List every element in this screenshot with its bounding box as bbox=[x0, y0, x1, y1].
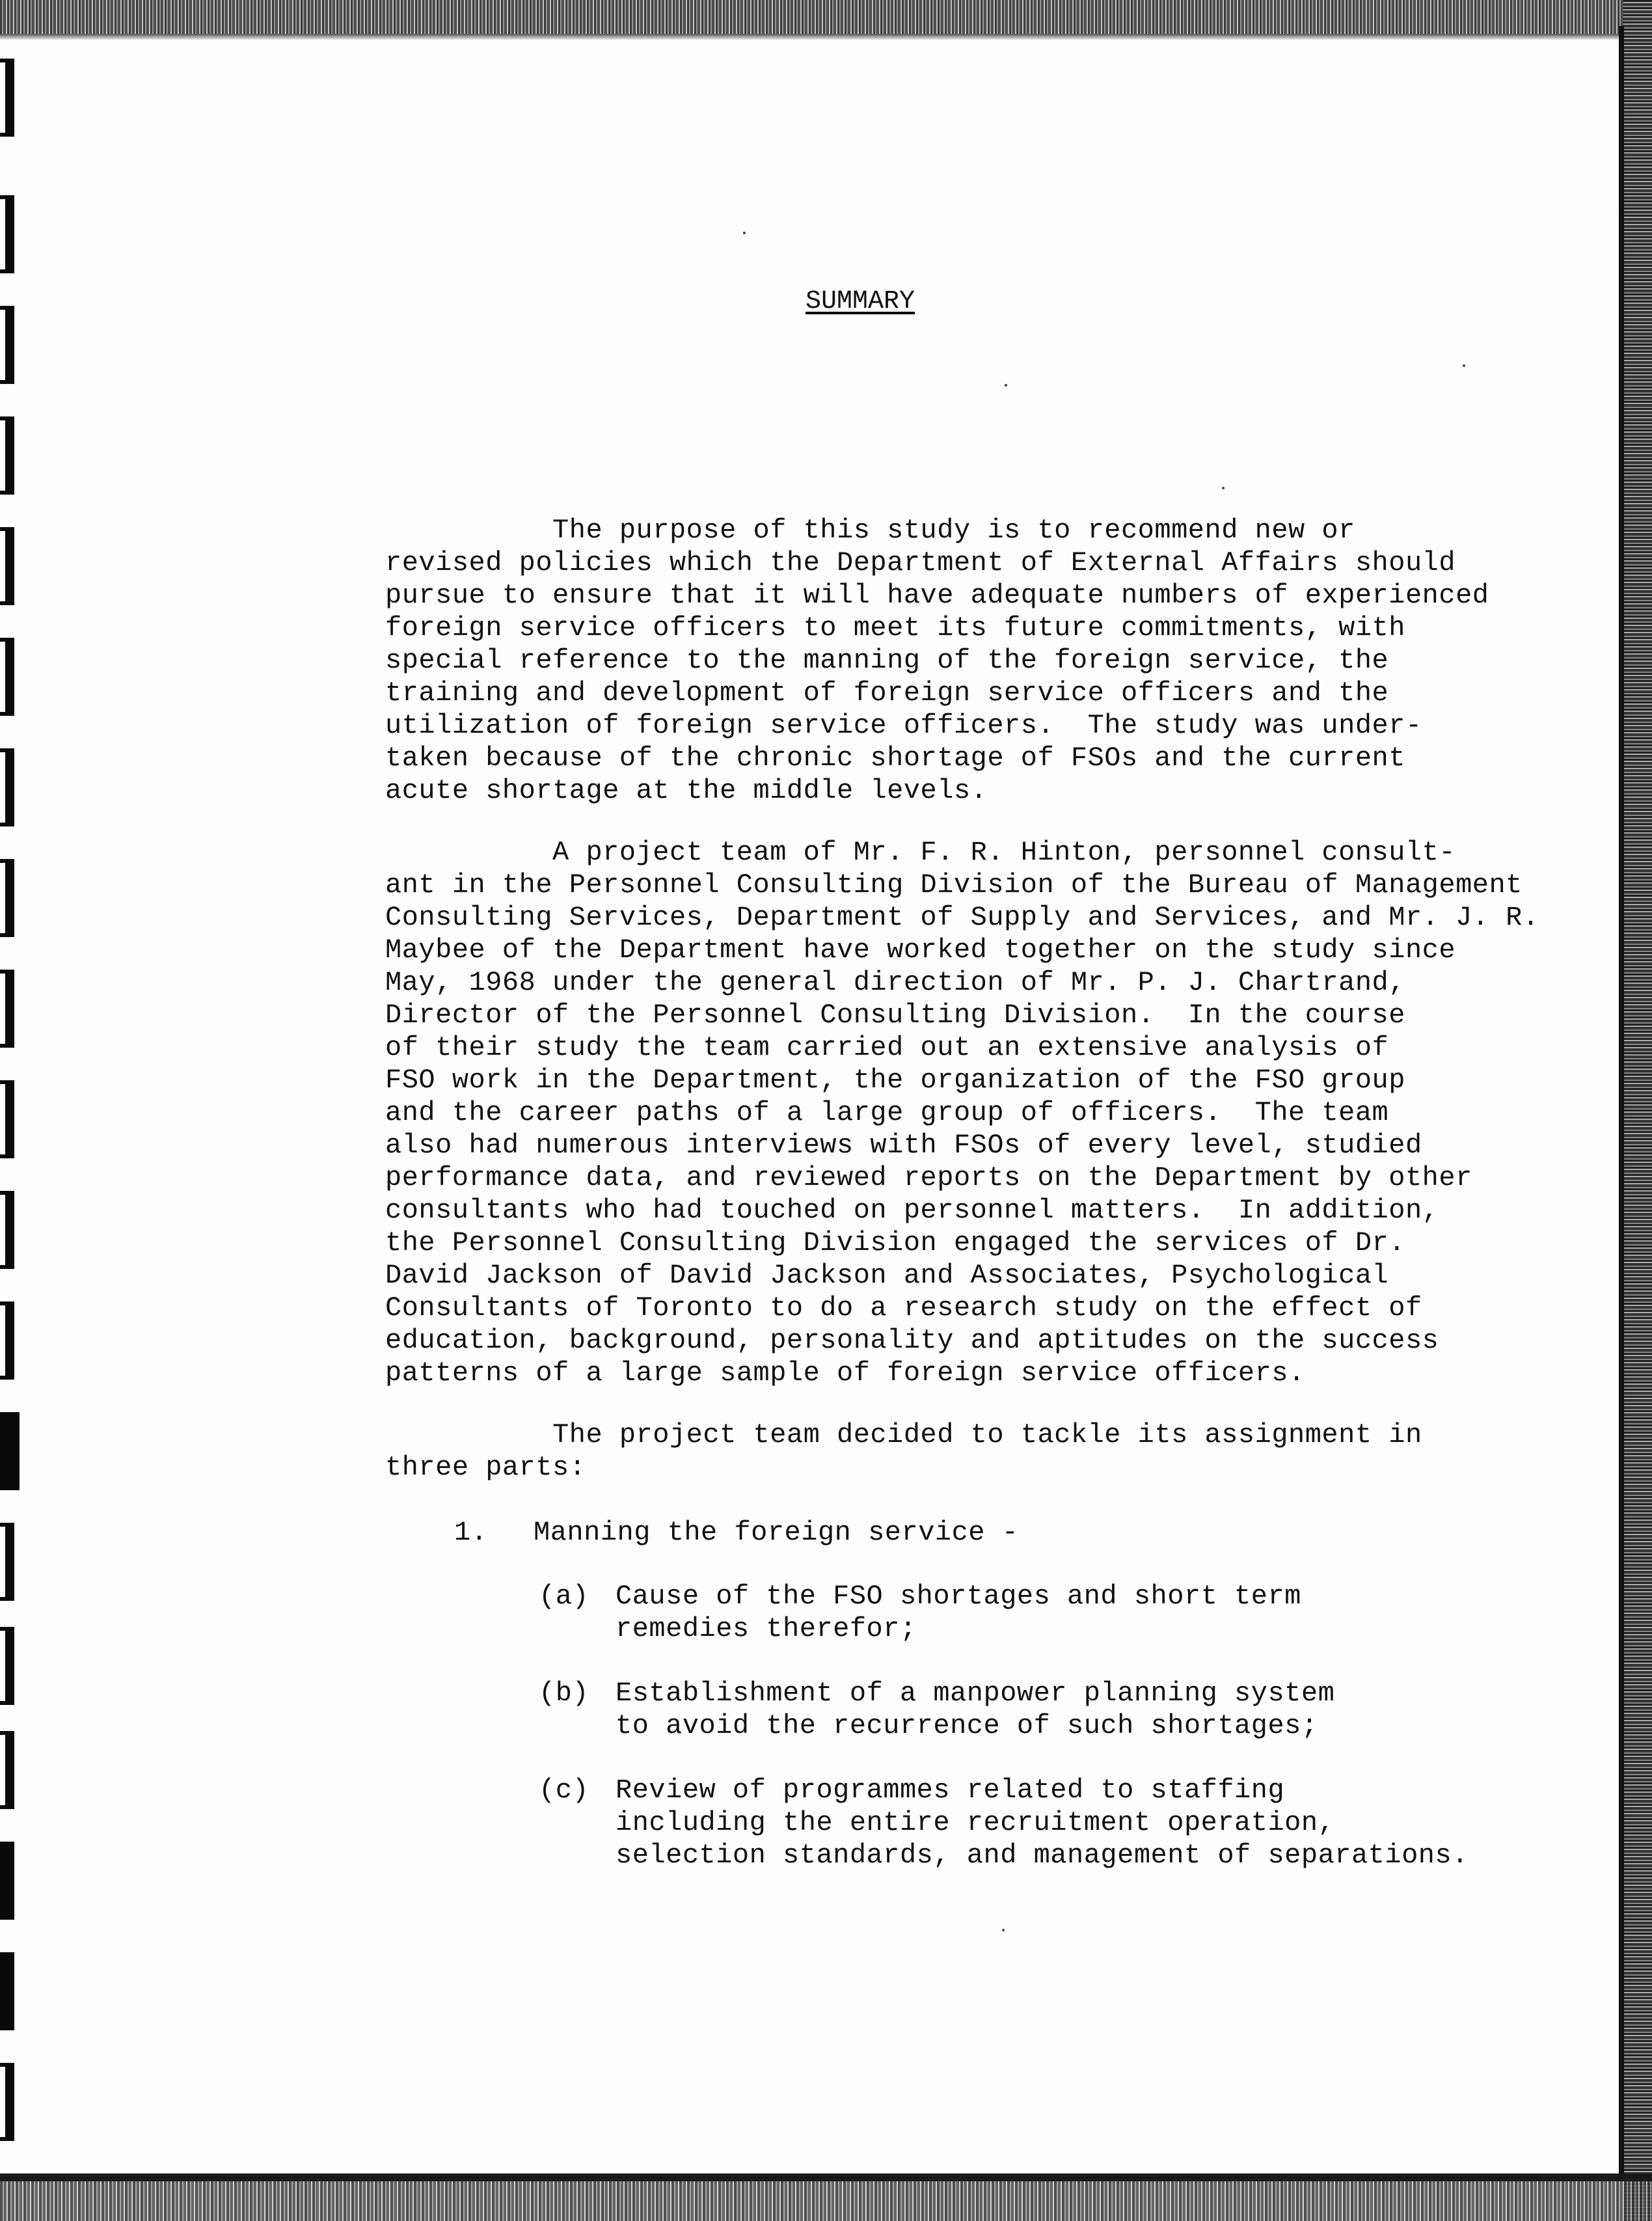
binding-mark bbox=[0, 2063, 14, 2141]
sub-list-item-letter: (b) bbox=[539, 1678, 589, 1709]
scan-speck bbox=[1002, 1929, 1005, 1931]
binding-mark bbox=[0, 970, 14, 1048]
binding-mark bbox=[0, 1523, 14, 1601]
binding-mark bbox=[0, 1301, 14, 1380]
scan-speck bbox=[1222, 487, 1225, 489]
sub-list-item-letter: (c) bbox=[539, 1775, 589, 1806]
scan-fade-top bbox=[0, 34, 1652, 40]
binding-mark bbox=[0, 195, 14, 273]
binding-mark bbox=[0, 1842, 14, 1920]
binding-mark bbox=[0, 1731, 14, 1809]
binding-mark bbox=[0, 748, 14, 826]
document-title: SUMMARY bbox=[806, 287, 915, 316]
binding-mark bbox=[0, 859, 14, 937]
scan-noise-top bbox=[0, 0, 1652, 34]
paragraph-three-parts: The project team decided to tackle its assignment in three parts: bbox=[385, 1419, 1422, 1483]
sub-list-item-text: Review of programmes related to staffing including the entire recruitment operation, selection standards, and management of separations. bbox=[616, 1775, 1469, 1871]
sub-list-item-text: Cause of the FSO shortages and short term remedies therefor; bbox=[616, 1581, 1301, 1644]
binding-mark bbox=[0, 1191, 14, 1269]
binding-mark bbox=[0, 638, 14, 716]
binding-mark bbox=[0, 1952, 14, 2030]
binding-mark bbox=[0, 1080, 14, 1158]
page-right-border bbox=[1619, 26, 1624, 2180]
scan-speck bbox=[1005, 384, 1007, 387]
list-item-label: Manning the foreign service - bbox=[534, 1517, 1019, 1548]
scan-speck bbox=[743, 232, 746, 234]
sub-list-item-text: Establishment of a manpower planning system to avoid the recurrence of such shortages; bbox=[616, 1678, 1335, 1741]
scan-noise-bottom bbox=[0, 2181, 1652, 2221]
scan-speck bbox=[1463, 364, 1465, 367]
paragraph-project-team: A project team of Mr. F. R. Hinton, personnel consult- ant in the Personnel Consulting Division of the Bureau of Management Consulting Services, Department of Supply and Services, and Mr. J. R. Maybee of the Department have worked together on the study since May, 1968 under the general direction of Mr. P. J. Chartrand, Director of the Personnel Consulting Division. In the course of their study the team carried out an extensive analysis of FSO work in the Department, the organization of the FSO group and the career paths of a large group of officers. The team also had numerous interviews with FSOs of every level, studied performance data, and reviewed reports on the Department by other consultants who had touched on personnel matters. In addition, the Personnel Consulting Division engaged the services of Dr. David Jackson of David Jackson and Associates, Psychological Consultants of Toronto to do a research study on the effect of education, background, personality and aptitudes on the success patterns of a large sample of foreign service officers. bbox=[385, 837, 1539, 1389]
paragraph-purpose: The purpose of this study is to recommend new or revised policies which the Department of External Affairs should pursue to ensure that it will have adequate numbers of experienced foreign service officers to meet its future commitments, with special reference to the manning of the foreign service, the training and development of foreign service officers and the utilization of foreign service officers. The study was under- taken because of the chronic shortage of FSOs and the current acute shortage at the middle levels. bbox=[385, 515, 1489, 806]
binding-mark bbox=[0, 59, 14, 137]
binding-mark bbox=[0, 306, 14, 384]
binding-mark bbox=[0, 1627, 14, 1705]
binding-mark bbox=[0, 416, 14, 495]
binding-mark bbox=[0, 1412, 20, 1490]
list-item-number: 1. bbox=[454, 1517, 488, 1548]
page-bottom-border bbox=[0, 2173, 1652, 2181]
sub-list-item-letter: (a) bbox=[539, 1581, 589, 1612]
binding-mark bbox=[0, 527, 14, 605]
scan-noise-right-edge bbox=[1623, 0, 1652, 2221]
